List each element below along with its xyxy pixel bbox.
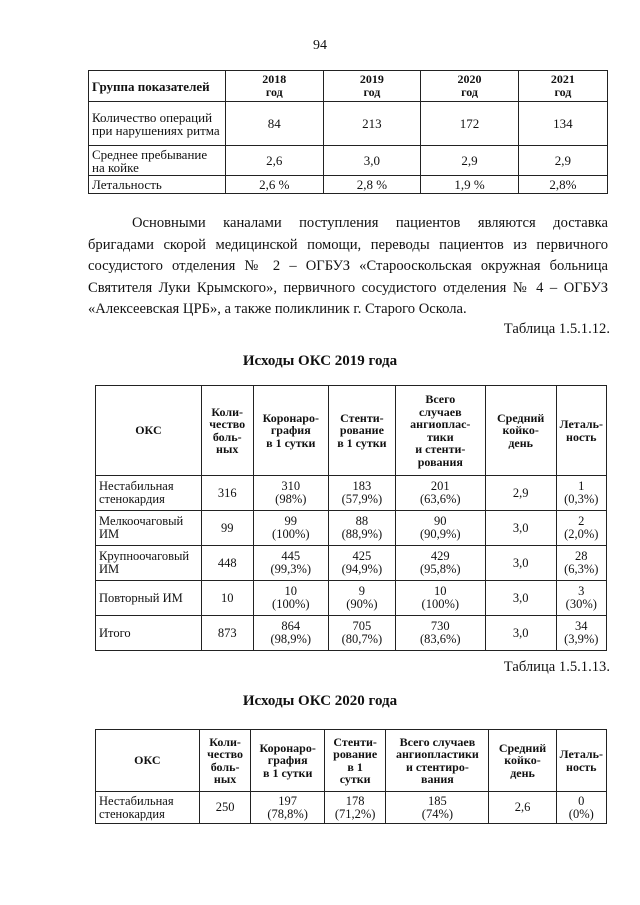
- header-cell: Коли- чество боль- ных: [201, 386, 253, 476]
- outcomes-2020-table: [95, 729, 607, 824]
- row-label: Количество операций при нарушениях ритма: [89, 102, 226, 146]
- table-cell: 2 (2,0%): [556, 511, 606, 546]
- header-cell: Стенти- рование в 1 сутки: [328, 386, 395, 476]
- table-cell: 2,6: [489, 792, 556, 824]
- table-cell: 2,9: [421, 146, 519, 176]
- table-cell: 28 (6,3%): [556, 546, 606, 581]
- table-cell: 2,6: [226, 146, 324, 176]
- table-cell: 1 (0,3%): [556, 476, 606, 511]
- table-cell: 213: [323, 102, 421, 146]
- table-cell: 185 (74%): [386, 792, 489, 824]
- table-cell: 172: [421, 102, 519, 146]
- header-cell: Коронаро- графия в 1 сутки: [251, 730, 325, 792]
- table-cell: 2,8%: [518, 176, 607, 194]
- indicators-table: [88, 70, 608, 194]
- table-cell: 178 (71,2%): [324, 792, 385, 824]
- header-cell: ОКС: [96, 730, 200, 792]
- header-cell: 2021 год: [518, 71, 607, 102]
- header-cell: Коронаро- графия в 1 сутки: [253, 386, 328, 476]
- table-cell: 3,0: [485, 511, 556, 546]
- row-label: Повторный ИМ: [96, 581, 202, 616]
- table-cell: 3,0: [485, 581, 556, 616]
- row-label: Крупноочаговый ИМ: [96, 546, 202, 581]
- table-cell: 99 (100%): [253, 511, 328, 546]
- table-cell: 2,9: [485, 476, 556, 511]
- header-cell: 2019 год: [323, 71, 421, 102]
- table-cell: 705 (80,7%): [328, 616, 395, 651]
- outcomes-2019-table: [95, 385, 607, 651]
- row-label: Итого: [96, 616, 202, 651]
- table-cell: 201 (63,6%): [395, 476, 485, 511]
- table-cell: 10 (100%): [253, 581, 328, 616]
- row-label: Мелкоочаговый ИМ: [96, 511, 202, 546]
- header-cell: Средний койко- день: [485, 386, 556, 476]
- table-title: Исходы ОКС 2020 года: [242, 693, 398, 709]
- table-cell: 864 (98,9%): [253, 616, 328, 651]
- table-cell: 88 (88,9%): [328, 511, 395, 546]
- header-cell: Всего случаев ангиопластики и стентиро- вания: [386, 730, 489, 792]
- row-label: Летальность: [89, 176, 226, 194]
- table-row: [96, 511, 607, 546]
- table-cell: 316: [201, 476, 253, 511]
- table-row: [96, 792, 607, 824]
- table-cell: 183 (57,9%): [328, 476, 395, 511]
- table-cell: 448: [201, 546, 253, 581]
- table-reference: Таблица 1.5.1.13.: [503, 659, 610, 675]
- table-header-row: [89, 71, 608, 102]
- table-header-row: [96, 386, 607, 476]
- table-row: [96, 616, 607, 651]
- page-number: 94: [313, 38, 327, 53]
- body-paragraph: [88, 213, 608, 321]
- header-cell: Стенти- рование в 1 сутки: [324, 730, 385, 792]
- table-row: [96, 581, 607, 616]
- header-cell: Средний койко- день: [489, 730, 556, 792]
- table-header-row: [96, 730, 607, 792]
- table-cell: 310 (98%): [253, 476, 328, 511]
- table-cell: 0 (0%): [556, 792, 606, 824]
- table-row: [89, 102, 608, 146]
- table-cell: 197 (78,8%): [251, 792, 325, 824]
- header-cell: 2020 год: [421, 71, 519, 102]
- header-cell: ОКС: [96, 386, 202, 476]
- table-cell: 730 (83,6%): [395, 616, 485, 651]
- table-cell: 34 (3,9%): [556, 616, 606, 651]
- table-title: Исходы ОКС 2019 года: [242, 353, 398, 369]
- row-label: Нестабильная стенокардия: [96, 792, 200, 824]
- row-label: Нестабильная стенокардия: [96, 476, 202, 511]
- table-cell: 2,6 %: [226, 176, 324, 194]
- paragraph-text: Основными каналами поступления пациентов являются доставка бригадами скорой медицинской помощи, переводы пациентов из первичного сосудистого отделения № 2 – ОГБУЗ «Старооскольская окружная больница Святителя Луки Крымского», первичного сосудистого отделения № 4 – ОГБУЗ «Алексеевская ЦРБ», а также поликлиник г. Старого Оскола.: [88, 215, 608, 317]
- table-cell: 2,9: [518, 146, 607, 176]
- table-cell: 429 (95,8%): [395, 546, 485, 581]
- table-cell: 134: [518, 102, 607, 146]
- table-cell: 90 (90,9%): [395, 511, 485, 546]
- header-cell: Группа показателей: [89, 71, 226, 102]
- table-cell: 9 (90%): [328, 581, 395, 616]
- table-row: [96, 546, 607, 581]
- header-cell: Всего случаев ангиоплас- тики и стенти- рования: [395, 386, 485, 476]
- table-cell: 10: [201, 581, 253, 616]
- table-row: [89, 146, 608, 176]
- table-cell: 425 (94,9%): [328, 546, 395, 581]
- header-cell: Коли- чество боль- ных: [199, 730, 251, 792]
- table-row: [89, 176, 608, 194]
- table-cell: 3,0: [485, 616, 556, 651]
- table-cell: 2,8 %: [323, 176, 421, 194]
- table-cell: 3,0: [323, 146, 421, 176]
- table-cell: 3,0: [485, 546, 556, 581]
- table-cell: 99: [201, 511, 253, 546]
- header-cell: Леталь- ность: [556, 386, 606, 476]
- table-cell: 445 (99,3%): [253, 546, 328, 581]
- table-reference: Таблица 1.5.1.12.: [503, 321, 610, 337]
- table-cell: 3 (30%): [556, 581, 606, 616]
- table-cell: 10 (100%): [395, 581, 485, 616]
- row-label: Среднее пребывание на койке: [89, 146, 226, 176]
- table-cell: 1,9 %: [421, 176, 519, 194]
- table-row: [96, 476, 607, 511]
- table-cell: 250: [199, 792, 251, 824]
- table-cell: 84: [226, 102, 324, 146]
- table-cell: 873: [201, 616, 253, 651]
- header-cell: Леталь- ность: [556, 730, 606, 792]
- header-cell: 2018 год: [226, 71, 324, 102]
